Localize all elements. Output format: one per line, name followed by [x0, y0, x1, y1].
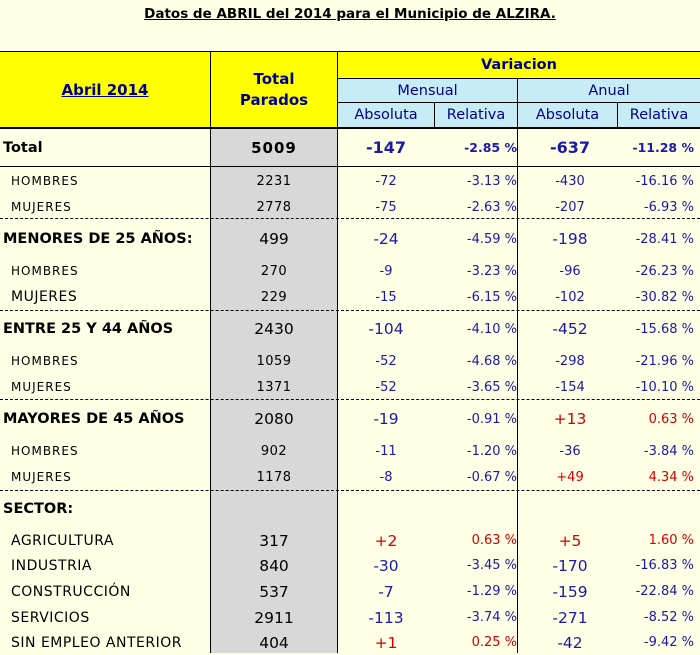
mensual-absoluta-value: -52: [375, 353, 397, 369]
anual-absoluta-value: -36: [559, 443, 581, 459]
total-parados-value: 537: [259, 582, 289, 601]
table-row: [0, 258, 700, 284]
mensual-absoluta-header: Absoluta: [338, 103, 434, 127]
mensual-absoluta-value: -104: [368, 320, 404, 338]
mensual-subcol-border: [434, 102, 435, 128]
anual-absoluta-value: -159: [552, 582, 588, 601]
anual-absoluta-value: -271: [552, 608, 588, 627]
row-label: HOMBRES: [11, 444, 79, 458]
total-parados-value: 5009: [251, 138, 297, 157]
row-label: HOMBRES: [11, 354, 79, 368]
table-row: [0, 348, 700, 374]
total-parados-value: 317: [259, 531, 289, 550]
anual-relativa-value: 0.63 %: [648, 411, 694, 427]
total-parados-value: 270: [260, 263, 288, 279]
mensual-relativa-value: 0.63 %: [471, 533, 517, 548]
total-parados-value: 840: [259, 556, 289, 575]
table-row: [0, 528, 700, 553]
mensual-relativa-value: -2.85 %: [464, 140, 517, 155]
row-label: MUJERES: [11, 289, 78, 305]
total-header-line2: Parados: [239, 90, 309, 109]
mensual-absoluta-value: -19: [373, 410, 399, 428]
total-parados-value: 1371: [256, 379, 292, 395]
total-parados-value: 2778: [256, 199, 292, 215]
table-row-section: [0, 493, 700, 525]
anual-relativa-value: -10.10 %: [635, 379, 694, 395]
anual-absoluta-value: -637: [549, 138, 591, 157]
mensual-absoluta-value: +2: [374, 531, 398, 550]
anual-absoluta-header: Absoluta: [518, 103, 617, 127]
total-header-line1: Total: [253, 70, 295, 89]
mensual-relativa-value: -3.65 %: [466, 379, 517, 395]
anual-absoluta-value: -198: [552, 230, 588, 248]
row-label: MUJERES: [11, 470, 72, 484]
anual-relativa-value: -26.23 %: [635, 263, 694, 279]
mensual-absoluta-value: -9: [379, 263, 393, 279]
table-row: [0, 168, 700, 194]
anual-relativa-value: 4.34 %: [648, 469, 694, 485]
mensual-relativa-value: -0.91 %: [466, 411, 517, 427]
row-label: CONSTRUCCIÓN: [11, 583, 131, 600]
mensual-absoluta-value: -7: [378, 582, 394, 601]
table-row: [0, 194, 700, 220]
anual-relativa-value: -16.83 %: [635, 558, 694, 573]
mensual-relativa-value: -1.29 %: [466, 584, 517, 599]
mensual-relativa-value: 0.25 %: [471, 635, 517, 650]
mensual-absoluta-value: -52: [375, 379, 397, 395]
anual-header: Anual: [518, 79, 700, 102]
mensual-relativa-value: -1.20 %: [466, 443, 517, 459]
anual-relativa-value: -3.84 %: [643, 443, 694, 459]
row-label: AGRICULTURA: [11, 532, 114, 549]
subheader-divider: [338, 102, 700, 103]
total-parados-value: 229: [260, 289, 288, 305]
anual-relativa-value: -6.93 %: [643, 199, 694, 215]
table-row: [0, 553, 700, 578]
mensual-header: Mensual: [338, 79, 517, 102]
total-parados-value: 902: [260, 443, 288, 459]
mensual-absoluta-value: -8: [379, 469, 393, 485]
anual-absoluta-value: -96: [559, 263, 581, 279]
period-header: Abril 2014: [0, 52, 210, 127]
mensual-absoluta-value: -75: [375, 199, 397, 215]
table-row-group: [0, 222, 700, 256]
variacion-divider: [338, 78, 700, 79]
anual-relativa-header: Relativa: [618, 103, 700, 127]
anual-relativa-value: 1.60 %: [648, 533, 694, 548]
mensual-absoluta-value: -72: [375, 173, 397, 189]
anual-relativa-value: -15.68 %: [635, 321, 694, 337]
row-label: MUJERES: [11, 380, 72, 394]
total-parados-value: 2430: [254, 320, 294, 338]
total-row-border: [0, 166, 700, 167]
anual-absoluta-value: -42: [557, 633, 583, 652]
mensual-relativa-value: -3.13 %: [466, 173, 517, 189]
mensual-relativa-header: Relativa: [435, 103, 517, 127]
mensual-relativa-value: -2.63 %: [466, 199, 517, 215]
mensual-relativa-value: -6.15 %: [466, 289, 517, 305]
mensual-relativa-value: -4.68 %: [466, 353, 517, 369]
total-parados-value: 2080: [254, 410, 294, 428]
table-row-total: [0, 129, 700, 166]
mensual-absoluta-value: -11: [375, 443, 397, 459]
mensual-absoluta-value: -24: [373, 230, 399, 248]
total-parados-value: 1178: [256, 469, 292, 485]
row-label: HOMBRES: [11, 174, 79, 188]
row-label: MENORES DE 25 AÑOS:: [3, 231, 193, 247]
anual-relativa-value: -16.16 %: [635, 173, 694, 189]
anual-subcol-border: [617, 102, 618, 128]
anual-absoluta-value: +5: [558, 531, 582, 550]
table-row-group: [0, 402, 700, 436]
row-label: MAYORES DE 45 AÑOS: [3, 411, 185, 427]
mensual-absoluta-value: -113: [368, 608, 404, 627]
total-parados-value: 1059: [256, 353, 292, 369]
mensual-relativa-value: -4.59 %: [466, 231, 517, 247]
row-label: HOMBRES: [11, 264, 79, 278]
mensual-relativa-value: -3.45 %: [466, 558, 517, 573]
total-parados-value: 2911: [254, 608, 294, 627]
anual-absoluta-value: -298: [555, 353, 585, 369]
anual-absoluta-value: -154: [555, 379, 585, 395]
table-row: [0, 579, 700, 604]
anual-relativa-value: -9.42 %: [643, 635, 694, 650]
mensual-absoluta-value: -30: [373, 556, 399, 575]
variacion-header: Variacion: [338, 52, 700, 77]
anual-absoluta-value: -102: [555, 289, 585, 305]
row-label: ENTRE 25 Y 44 AÑOS: [3, 321, 174, 337]
mensual-relativa-value: -4.10 %: [466, 321, 517, 337]
total-parados-value: 499: [259, 230, 289, 248]
mensual-relativa-value: -3.74 %: [466, 610, 517, 625]
anual-relativa-value: -30.82 %: [635, 289, 694, 305]
total-parados-header: [211, 52, 337, 127]
table-row: [0, 605, 700, 630]
table-row-group: [0, 312, 700, 346]
mensual-absoluta-value: -147: [365, 138, 407, 157]
table-row: [0, 284, 700, 310]
anual-absoluta-value: -207: [555, 199, 585, 215]
total-parados-value: 404: [259, 633, 289, 652]
row-label: Total: [3, 139, 43, 156]
anual-relativa-value: -8.52 %: [643, 610, 694, 625]
row-label: SIN EMPLEO ANTERIOR: [11, 634, 182, 651]
anual-relativa-value: -11.28 %: [632, 140, 694, 155]
row-label: SECTOR:: [3, 501, 74, 517]
total-parados-value: 2231: [256, 173, 292, 189]
header-top-border: [0, 51, 700, 52]
anual-absoluta-value: +49: [556, 469, 584, 485]
anual-relativa-value: -28.41 %: [635, 231, 694, 247]
anual-relativa-value: -21.96 %: [635, 353, 694, 369]
mensual-absoluta-value: +1: [374, 633, 398, 652]
anual-relativa-value: -22.84 %: [635, 584, 694, 599]
anual-absoluta-value: -430: [555, 173, 585, 189]
row-label: INDUSTRIA: [11, 557, 93, 574]
table-row: [0, 464, 700, 490]
row-label: MUJERES: [11, 200, 72, 214]
anual-absoluta-value: -170: [552, 556, 588, 575]
table-row: [0, 438, 700, 464]
group-separator: [0, 310, 700, 311]
mensual-relativa-value: -3.23 %: [466, 263, 517, 279]
anual-absoluta-value: +13: [553, 410, 587, 428]
row-label: SERVICIOS: [11, 609, 90, 626]
table-row: [0, 374, 700, 400]
report-title: Datos de ABRIL del 2014 para el Municipio de ALZIRA.: [144, 6, 556, 22]
mensual-absoluta-value: -15: [375, 289, 397, 305]
anual-absoluta-value: -452: [552, 320, 588, 338]
mensual-relativa-value: -0.67 %: [466, 469, 517, 485]
group-separator: [0, 490, 700, 491]
table-row: [0, 630, 700, 655]
